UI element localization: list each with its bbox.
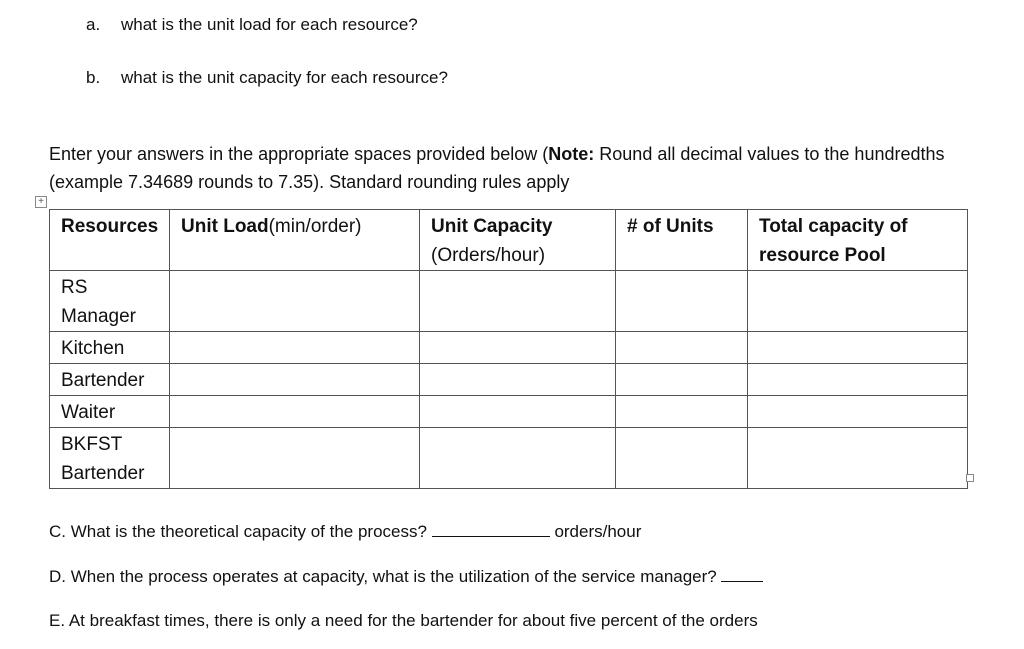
question-d-answer-blank[interactable] — [721, 567, 763, 582]
resource-name-line2: Bartender — [61, 463, 145, 484]
question-c-text: C. What is the theoretical capacity of the process? — [49, 522, 427, 541]
instruction-part2: Round all decimal values to the hundredths (example 7.34689 rounds to 7.35). Standard rounding rules apply — [49, 144, 945, 192]
header-unit-capacity-label: Unit Capacity — [431, 216, 553, 237]
question-b-label: b. — [86, 68, 101, 87]
question-d-text: D. When the process operates at capacity, what is the utilization of the service manager? — [49, 567, 717, 586]
table-row — [50, 428, 968, 489]
unit-capacity-cell[interactable] — [420, 271, 616, 332]
resource-cell — [50, 271, 170, 332]
unit-capacity-cell[interactable] — [420, 364, 616, 396]
question-b-text: what is the unit capacity for each resource? — [121, 68, 448, 87]
question-d — [49, 567, 763, 587]
table-row — [50, 271, 968, 332]
header-unit-load-normal: (min/order) — [268, 216, 362, 237]
resource-name: Bartender — [61, 370, 145, 391]
header-unit-load — [170, 210, 420, 271]
resource-name: RS — [61, 277, 88, 298]
header-total-capacity: Total capacity of resource Pool — [748, 210, 968, 271]
resource-name: Kitchen — [61, 338, 125, 359]
num-units-cell[interactable] — [616, 271, 748, 332]
question-c-answer-blank[interactable] — [432, 522, 550, 537]
header-resources: Resources — [50, 210, 170, 271]
unit-load-cell[interactable] — [170, 271, 420, 332]
resource-cell — [50, 364, 170, 396]
question-e — [49, 611, 758, 631]
total-capacity-cell[interactable] — [748, 271, 968, 332]
unit-capacity-cell[interactable] — [420, 396, 616, 428]
instruction-part1: Enter your answers in the appropriate spaces provided below ( — [49, 144, 549, 164]
total-capacity-cell[interactable] — [748, 428, 968, 489]
total-capacity-cell[interactable] — [748, 364, 968, 396]
header-unit-capacity-sub: (Orders/hour) — [431, 245, 546, 266]
question-b — [86, 68, 448, 88]
unit-load-cell[interactable] — [170, 332, 420, 364]
resource-cell — [50, 396, 170, 428]
num-units-cell[interactable] — [616, 364, 748, 396]
table-resize-handle-icon[interactable] — [966, 474, 974, 482]
header-num-units: # of Units — [616, 210, 748, 271]
num-units-cell[interactable] — [616, 428, 748, 489]
unit-load-cell[interactable] — [170, 396, 420, 428]
table-header-row — [50, 210, 968, 271]
question-a-text: what is the unit load for each resource? — [121, 15, 418, 34]
instruction-note: Note: — [548, 144, 595, 164]
table-row — [50, 332, 968, 364]
total-capacity-cell[interactable] — [748, 332, 968, 364]
resource-name-line2: Manager — [61, 306, 136, 327]
unit-load-cell[interactable] — [170, 428, 420, 489]
instruction-paragraph — [49, 140, 949, 196]
resource-cell — [50, 428, 170, 489]
question-c-unit: orders/hour — [554, 522, 642, 541]
header-unit-capacity — [420, 210, 616, 271]
num-units-cell[interactable] — [616, 332, 748, 364]
question-e-text: E. At breakfast times, there is only a need for the bartender for about five percent of the orders — [49, 611, 758, 630]
unit-capacity-cell[interactable] — [420, 332, 616, 364]
resource-cell — [50, 332, 170, 364]
question-c — [49, 522, 641, 542]
total-capacity-cell[interactable] — [748, 396, 968, 428]
table-move-handle-icon[interactable]: + — [35, 196, 47, 208]
table-row — [50, 396, 968, 428]
header-unit-load-bold: Unit Load — [181, 216, 269, 237]
resource-name: Waiter — [61, 402, 116, 423]
table-row — [50, 364, 968, 396]
unit-load-cell[interactable] — [170, 364, 420, 396]
num-units-cell[interactable] — [616, 396, 748, 428]
resource-name: BKFST — [61, 434, 123, 455]
unit-capacity-cell[interactable] — [420, 428, 616, 489]
question-a-label: a. — [86, 15, 101, 34]
question-a — [86, 15, 418, 35]
resource-table — [49, 209, 968, 489]
